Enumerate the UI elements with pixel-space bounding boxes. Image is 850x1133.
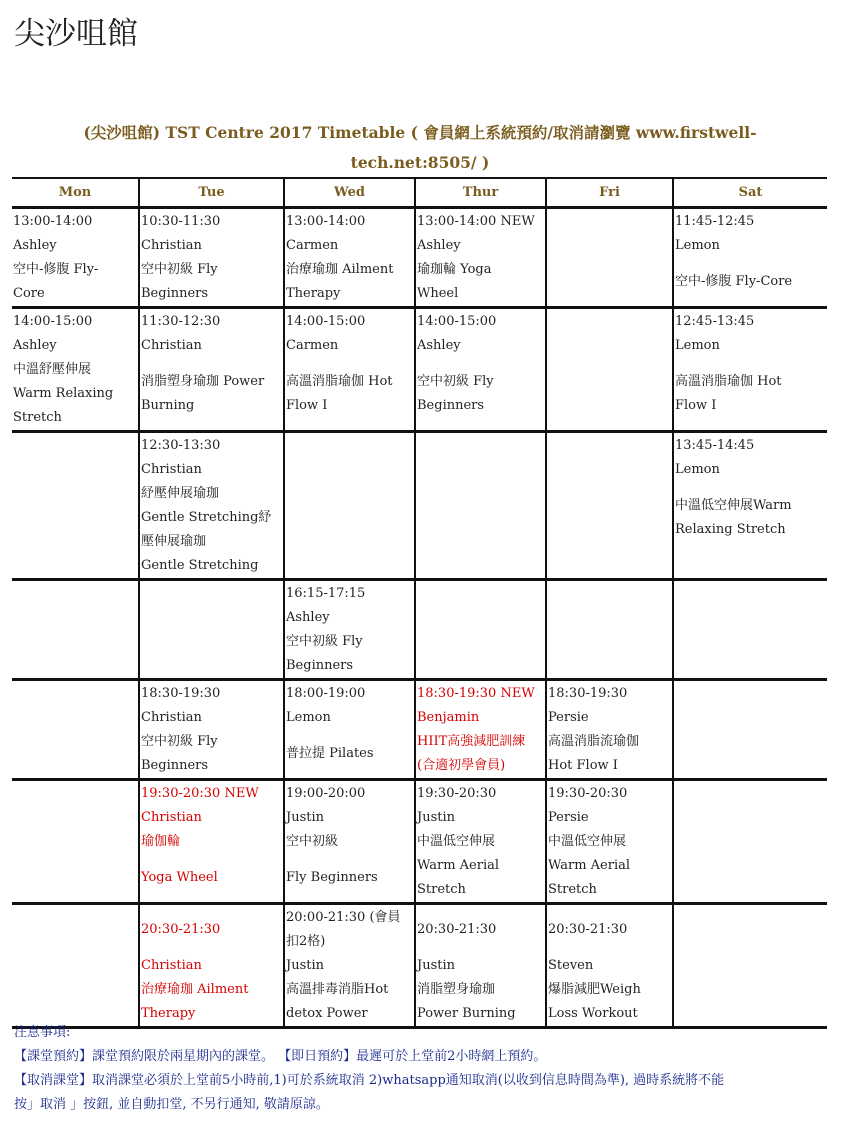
class-cell-line: 13:00-14:00 — [286, 214, 366, 229]
class-cell-line: Warm Aerial — [417, 858, 500, 873]
class-cell-line: Power Burning — [417, 1006, 516, 1021]
class-cell-line: 12:30-13:30 — [141, 438, 221, 453]
class-cell-sat — [673, 680, 827, 780]
class-cell-mon — [12, 580, 139, 680]
class-cell-line: Christian — [141, 462, 202, 477]
class-cell-line: Christian — [141, 238, 202, 253]
class-cell-tue — [139, 580, 284, 680]
day-header-thur: Thur — [415, 178, 546, 208]
class-cell-sat — [673, 580, 827, 680]
class-cell-line: 20:30-21:30 — [548, 922, 628, 937]
class-cell-line — [675, 358, 827, 370]
class-cell-thur — [415, 432, 546, 580]
class-cell-line: 20:00-21:30 (會員 — [286, 910, 401, 925]
class-cell-line: Wheel — [417, 286, 459, 301]
class-cell-line: 中溫低空伸展Warm — [675, 498, 792, 513]
day-header-tue: Tue — [139, 178, 284, 208]
class-cell-tue — [139, 680, 284, 780]
class-cell-line: Warm Relaxing — [13, 386, 114, 401]
note-cancel-cont: 按」取消 」按鈕, 並自動扣堂, 不另行通知, 敬請原諒。 — [14, 1097, 329, 1112]
day-header-sat: Sat — [673, 178, 827, 208]
page-title: 尖沙咀館 — [14, 16, 138, 52]
class-cell-line: 19:30-20:30 NEW — [141, 786, 259, 801]
class-cell-line: Persie — [548, 710, 589, 725]
class-cell-mon — [12, 780, 139, 904]
class-cell-line — [417, 942, 545, 954]
class-cell-line: Gentle Stretching — [141, 558, 259, 573]
class-cell-line: 瑜伽輪 — [141, 834, 181, 849]
class-cell-line: Fly Beginners — [286, 870, 378, 885]
timetable-row — [12, 308, 827, 432]
class-cell-line: 治療瑜珈 Ailment — [286, 262, 394, 277]
class-cell-line: Therapy — [286, 286, 341, 301]
class-cell-line — [141, 854, 283, 866]
class-cell-line: 18:30-19:30 NEW — [417, 686, 535, 701]
class-cell-fri — [546, 432, 673, 580]
class-cell-line: 空中-修腹 Fly-Core — [675, 274, 793, 289]
timetable-title-line: tech.net:8505/ ) — [350, 153, 490, 172]
class-cell-line: 11:30-12:30 — [141, 314, 221, 329]
day-header-wed: Wed — [284, 178, 415, 208]
class-cell-fri — [546, 680, 673, 780]
class-cell-line: 中溫低空伸展 — [417, 834, 496, 849]
class-cell-line: 空中初級 Fly — [141, 734, 218, 749]
class-cell-line: 空中初級 — [286, 834, 339, 849]
class-cell-line: Lemon — [675, 238, 720, 253]
timetable-row — [12, 780, 827, 904]
class-cell-line: Justin — [417, 810, 456, 825]
class-cell-line: Stretch — [13, 410, 62, 425]
class-cell-line — [548, 942, 672, 954]
class-cell-line: 扣2格) — [286, 934, 326, 949]
class-cell-tue — [139, 904, 284, 1028]
class-cell-line: Persie — [548, 810, 589, 825]
class-cell-line: Flow I — [675, 398, 717, 413]
class-cell-line: 14:00-15:00 — [417, 314, 497, 329]
class-cell-line: 11:45-12:45 — [675, 214, 755, 229]
class-cell-line: 19:30-20:30 — [548, 786, 628, 801]
notes-heading: 注意事項: — [14, 1025, 71, 1040]
class-cell-wed — [284, 432, 415, 580]
class-cell-line: 消脂塑身瑜珈 — [417, 982, 496, 997]
class-cell-sat — [673, 208, 827, 308]
class-cell-line — [417, 358, 545, 370]
class-cell-line: Justin — [286, 958, 325, 973]
class-cell-line: Ashley — [13, 238, 57, 253]
class-cell-line: Christian — [141, 710, 202, 725]
class-cell-line: Hot Flow I — [548, 758, 618, 773]
note-cancel: 【取消課堂】取消課堂必須於上堂前5小時前,1)可於系統取消 2)whatsapp通知取消(以收到信息時間為準), 過時系統將不能 — [14, 1073, 725, 1088]
class-cell-line: Stretch — [548, 882, 597, 897]
day-header-fri: Fri — [546, 178, 673, 208]
class-cell-line: Christian — [141, 338, 202, 353]
class-cell-wed — [284, 208, 415, 308]
class-cell-mon — [12, 208, 139, 308]
class-cell-mon — [12, 680, 139, 780]
class-cell-line: 高溫排毒消脂Hot — [286, 982, 389, 997]
class-cell-line: (合適初學會員) — [417, 758, 506, 773]
class-cell-line: Lemon — [675, 338, 720, 353]
timetable-row — [12, 904, 827, 1028]
class-cell-line: 18:30-19:30 — [141, 686, 221, 701]
class-cell-line — [286, 854, 414, 866]
class-cell-line: 普拉提 Pilates — [286, 746, 374, 761]
timetable-row — [12, 580, 827, 680]
day-header-mon: Mon — [12, 178, 139, 208]
class-cell-line: 空中-修腹 Fly- — [13, 262, 99, 277]
class-cell-line: 13:45-14:45 — [675, 438, 755, 453]
class-cell-line — [286, 358, 414, 370]
class-cell-line — [675, 482, 827, 494]
class-cell-line: 20:30-21:30 — [141, 922, 221, 937]
class-cell-tue — [139, 208, 284, 308]
class-cell-fri — [546, 208, 673, 308]
class-cell-line: Beginners — [141, 758, 209, 773]
class-cell-sat — [673, 780, 827, 904]
class-cell-line: Relaxing Stretch — [675, 522, 786, 537]
class-cell-line: 高溫消脂流瑜伽 — [548, 734, 640, 749]
timetable-row — [12, 208, 827, 308]
class-cell-line: HIIT高強減肥訓練 — [417, 734, 526, 749]
class-cell-sat — [673, 432, 827, 580]
class-cell-line: Core — [13, 286, 45, 301]
class-cell-line: 13:00-14:00 — [13, 214, 93, 229]
class-cell-line: Flow I — [286, 398, 328, 413]
class-cell-tue — [139, 432, 284, 580]
class-cell-line: 19:00-20:00 — [286, 786, 366, 801]
timetable-title-line: (尖沙咀館) TST Centre 2017 Timetable ( 會員網上系統預約/取消請瀏覽 www.firstwell- — [83, 123, 757, 142]
note-booking: 【課堂預約】課堂預約限於兩星期內的課堂。 【即日預約】最遲可於上堂前2小時網上預約。 — [14, 1049, 547, 1064]
class-cell-line: Beginners — [286, 658, 354, 673]
class-cell-line: Steven — [548, 958, 594, 973]
class-cell-wed — [284, 580, 415, 680]
class-cell-line: Therapy — [141, 1006, 196, 1021]
class-cell-sat — [673, 904, 827, 1028]
class-cell-tue — [139, 308, 284, 432]
class-cell-line: Stretch — [417, 882, 466, 897]
class-cell-line: 瑜珈輪 Yoga — [417, 262, 492, 277]
day-header-row — [12, 178, 827, 208]
timetable — [12, 177, 827, 1029]
timetable-row — [12, 432, 827, 580]
class-cell-fri — [546, 308, 673, 432]
class-cell-thur — [415, 208, 546, 308]
class-cell-thur — [415, 580, 546, 680]
class-cell-line: Gentle Stretching紓 — [141, 510, 272, 525]
class-cell-tue — [139, 780, 284, 904]
class-cell-line — [141, 358, 283, 370]
class-cell-line — [141, 942, 283, 954]
class-cell-line: Lemon — [286, 710, 331, 725]
class-cell-line: 20:30-21:30 — [417, 922, 497, 937]
class-cell-wed — [284, 904, 415, 1028]
class-cell-line: Justin — [286, 810, 325, 825]
class-cell-line: 空中初級 Fly — [286, 634, 363, 649]
class-cell-line: Beginners — [141, 286, 209, 301]
class-cell-sat — [673, 308, 827, 432]
class-cell-mon — [12, 904, 139, 1028]
class-cell-line: 中溫低空伸展 — [548, 834, 627, 849]
class-cell-line: 消脂塑身瑜珈 Power — [141, 374, 265, 389]
class-cell-wed — [284, 308, 415, 432]
class-cell-line: Ashley — [286, 610, 330, 625]
class-cell-line — [286, 730, 414, 742]
class-cell-line — [675, 258, 827, 270]
class-cell-line: Justin — [417, 958, 456, 973]
class-cell-line: 高溫消脂瑜伽 Hot — [286, 374, 393, 389]
class-cell-fri — [546, 904, 673, 1028]
class-cell-mon — [12, 308, 139, 432]
class-cell-line: Yoga Wheel — [141, 870, 218, 885]
class-cell-line: Lemon — [675, 462, 720, 477]
class-cell-mon — [12, 432, 139, 580]
class-cell-line: 治療瑜珈 Ailment — [141, 982, 249, 997]
class-cell-line: 14:00-15:00 — [286, 314, 366, 329]
class-cell-line: 爆脂減肥Weigh — [548, 982, 641, 997]
class-cell-line: Beginners — [417, 398, 485, 413]
class-cell-wed — [284, 780, 415, 904]
class-cell-line — [417, 906, 545, 918]
class-cell-line: 13:00-14:00 NEW — [417, 214, 535, 229]
class-cell-line: Benjamin — [417, 710, 480, 725]
class-cell-line: 18:30-19:30 — [548, 686, 628, 701]
class-cell-line: 壓伸展瑜珈 — [141, 534, 207, 549]
class-cell-line: Burning — [141, 398, 195, 413]
class-cell-line: Carmen — [286, 338, 339, 353]
class-cell-line: 12:45-13:45 — [675, 314, 755, 329]
notes-section — [14, 1021, 834, 1117]
timetable-row — [12, 680, 827, 780]
class-cell-line: 18:00-19:00 — [286, 686, 366, 701]
class-cell-thur — [415, 904, 546, 1028]
class-cell-line: 空中初級 Fly — [417, 374, 494, 389]
class-cell-line: Carmen — [286, 238, 339, 253]
class-cell-line: 19:30-20:30 — [417, 786, 497, 801]
class-cell-line: 10:30-11:30 — [141, 214, 221, 229]
class-cell-line: Ashley — [417, 238, 461, 253]
class-cell-line — [548, 906, 672, 918]
class-cell-line: 紓壓伸展瑜珈 — [141, 486, 220, 501]
class-cell-line: Ashley — [417, 338, 461, 353]
class-cell-line: Christian — [141, 810, 202, 825]
class-cell-fri — [546, 780, 673, 904]
class-cell-line: detox Power — [286, 1006, 368, 1021]
class-cell-thur — [415, 680, 546, 780]
class-cell-thur — [415, 780, 546, 904]
class-cell-line: Loss Workout — [548, 1006, 638, 1021]
class-cell-line: 16:15-17:15 — [286, 586, 366, 601]
timetable-title — [14, 118, 826, 178]
class-cell-line: Ashley — [13, 338, 57, 353]
class-cell-line: Warm Aerial — [548, 858, 631, 873]
class-cell-thur — [415, 308, 546, 432]
class-cell-line: Christian — [141, 958, 202, 973]
timetable-body — [12, 208, 827, 1028]
class-cell-line: 空中初級 Fly — [141, 262, 218, 277]
class-cell-line: 中溫舒壓伸展 — [13, 362, 92, 377]
class-cell-line — [141, 906, 283, 918]
class-cell-wed — [284, 680, 415, 780]
class-cell-line: 14:00-15:00 — [13, 314, 93, 329]
class-cell-fri — [546, 580, 673, 680]
class-cell-line: 高溫消脂瑜伽 Hot — [675, 374, 782, 389]
